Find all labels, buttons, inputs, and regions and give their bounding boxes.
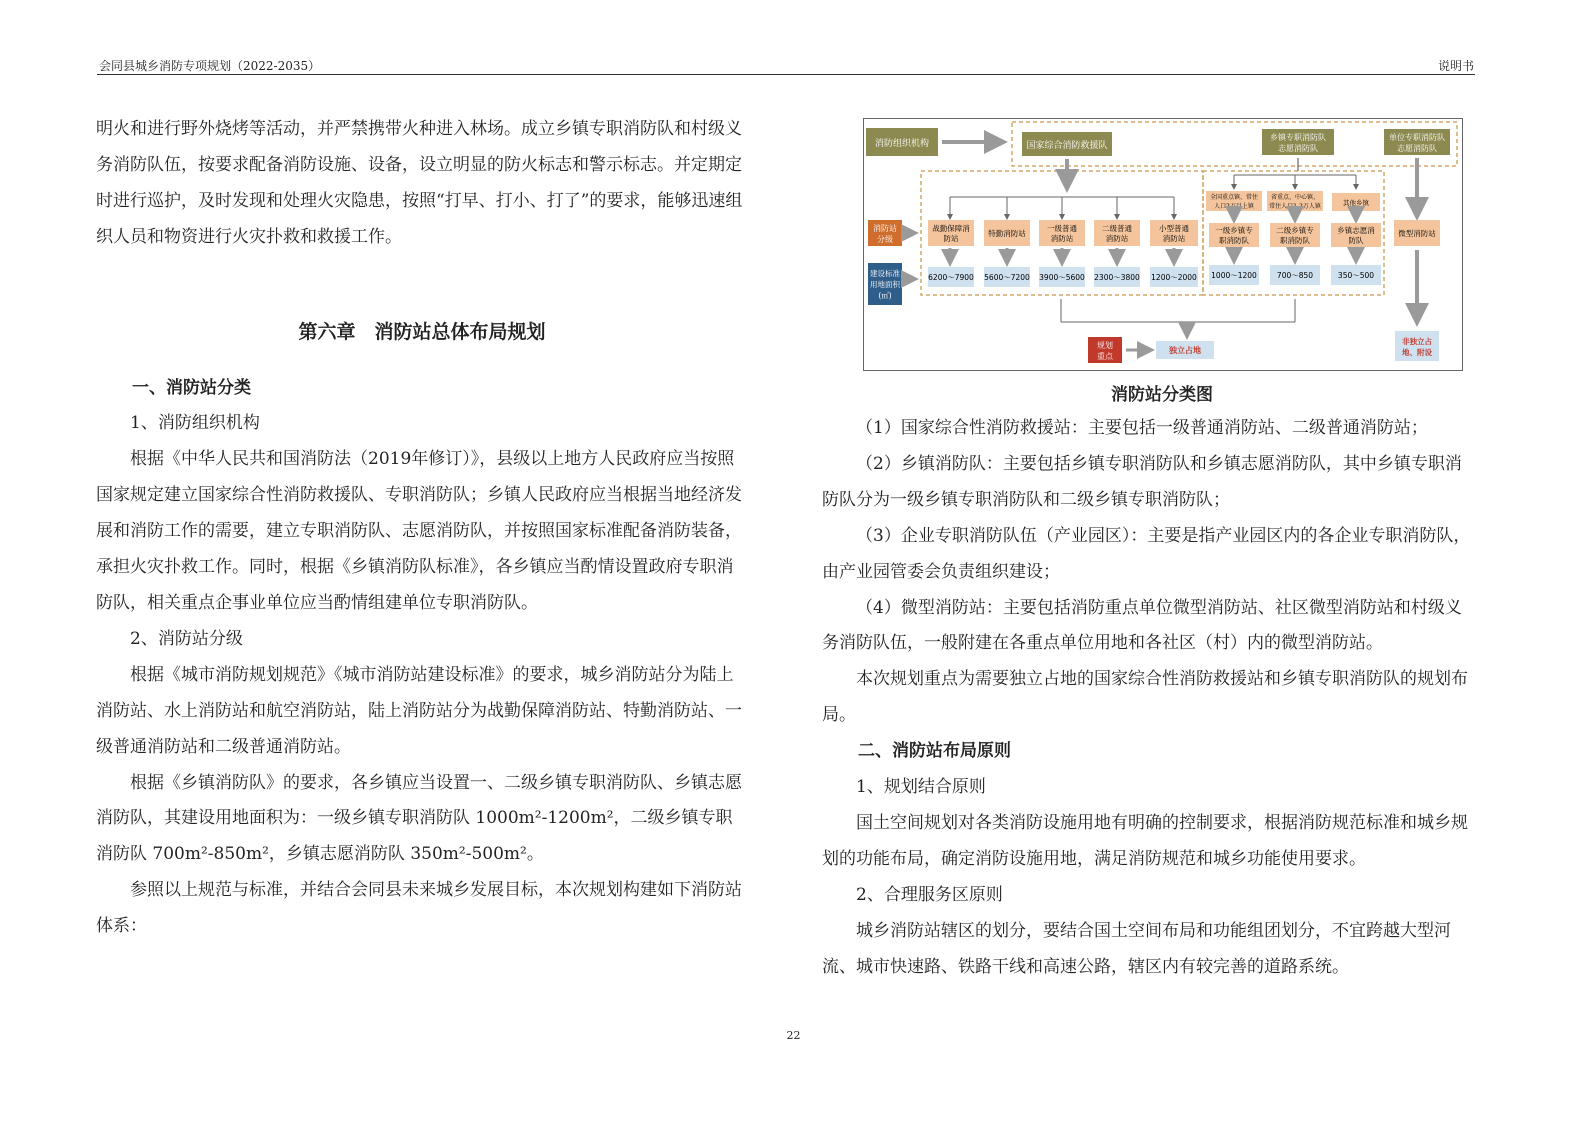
station-label: 小型普通 xyxy=(1159,224,1189,233)
station-2 xyxy=(984,197,1030,287)
grade-label-1: 消防站 xyxy=(873,224,897,233)
area-value: 3900～5600 xyxy=(1039,273,1085,282)
unit-label-1: 单位专职消防队 xyxy=(1389,133,1445,142)
area-label-2: 用地面积 xyxy=(870,280,900,289)
classification-figure xyxy=(863,118,1463,371)
town-team-label: 一级乡镇专 xyxy=(1215,226,1253,235)
subsection-heading: 1、消防组织机构 xyxy=(130,413,260,434)
national-label: 国家综合消防救援队 xyxy=(1026,141,1108,151)
station-label: 战勤保障消 xyxy=(932,224,970,233)
left-column xyxy=(96,112,748,945)
figure-caption: 消防站分类图 xyxy=(1111,385,1213,405)
area-value: 2300～3800 xyxy=(1094,273,1140,282)
area-label-1: 建设标准 xyxy=(870,269,900,278)
subsection-heading: 2、合理服务区原则 xyxy=(856,884,1003,905)
town-type-label: 其他乡镇 xyxy=(1343,199,1369,207)
independent-label: 独立占地 xyxy=(1169,346,1201,355)
paragraph: 根据《城市消防规划规范》《城市消防站建设标准》的要求，城乡消防站分为陆上消防站、水上消防站和航空消防站，陆上消防站分为战勤保障消防站、特勤消防站、一级普通消防站和二级普通消防站。 xyxy=(96,664,742,757)
grade-label-2: 分级 xyxy=(877,235,893,244)
town-team-label: 职消防队 xyxy=(1219,236,1249,245)
non-independent-label-2: 地、附设 xyxy=(1402,348,1432,357)
town-team-label: 二级乡镇专 xyxy=(1276,226,1314,235)
page-number: 22 xyxy=(786,1029,801,1042)
paragraph: （4）微型消防站：主要包括消防重点单位微型消防站、社区微型消防站和村级义务消防队伍，一般附建在各重点单位用地和各社区（村）内的微型消防站。 xyxy=(822,597,1462,654)
station-label: 消防站 xyxy=(1162,234,1186,243)
area-value: 1200～2000 xyxy=(1151,273,1197,282)
station-label: 特勤消防站 xyxy=(988,229,1026,238)
paragraph: 参照以上规范与标准，并结合会同县未来城乡发展目标，本次规划构建如下消防站体系： xyxy=(96,880,742,937)
subsection-heading: 1、规划结合原则 xyxy=(856,777,986,798)
town-type-label: 常住人口1-2万人镇 xyxy=(1269,203,1321,210)
paragraph: 国土空间规划对各类消防设施用地有明确的控制要求，根据消防规范标准和城乡规划的功能布局，确定消防设施用地，满足消防规范和城乡功能使用要求。 xyxy=(822,812,1468,869)
header-left: 会同县城乡消防专项规划（2022-2035） xyxy=(99,59,321,73)
paragraph: 根据《乡镇消防队》的要求，各乡镇应当设置一、二级乡镇专职消防队、乡镇志愿消防队，其建设用地面积为：一级乡镇专职消防队 1000m²-1200m²，二级乡镇专职消防队 700m²-850m²，乡镇志愿消防队 350m²-500m²。 xyxy=(96,772,742,865)
station-label: 消防站 xyxy=(1105,234,1129,243)
town-teams xyxy=(1206,175,1381,285)
town-area-value: 350～500 xyxy=(1337,271,1375,280)
station-label: 防站 xyxy=(943,234,959,243)
township-label-2: 志愿消防队 xyxy=(1278,144,1318,153)
paragraph: 城乡消防站辖区的划分，要结合国土空间布局和功能组团划分，不宜跨越大型河流、城市快速路、铁路干线和高速公路，辖区内有较完善的道路系统。 xyxy=(822,920,1451,977)
town-type-label: 全国重点镇、常住 xyxy=(1209,194,1259,201)
town-team-3 xyxy=(1331,175,1381,285)
township-label-1: 乡镇专职消防队 xyxy=(1270,133,1326,142)
station-5 xyxy=(1150,197,1198,287)
town-area-value: 700～850 xyxy=(1276,271,1314,280)
paragraph: （2）乡镇消防队：主要包括乡镇专职消防队和乡镇志愿消防队，其中乡镇专职消防队分为一级乡镇专职消防队和二级乡镇专职消防队； xyxy=(822,453,1462,510)
town-team-label: 乡镇志愿消 xyxy=(1337,226,1375,235)
paragraph: 本次规划重点为需要独立占地的国家综合性消防救援站和乡镇专职消防队的规划布局。 xyxy=(822,669,1468,726)
paragraph: （1）国家综合性消防救援站：主要包括一级普通消防站、二级普通消防站； xyxy=(856,418,1428,438)
town-team-label: 职消防队 xyxy=(1280,236,1310,245)
org-label: 消防组织机构 xyxy=(874,139,930,149)
non-independent-label-1: 非独立占 xyxy=(1402,337,1432,346)
station-label: 二级普通 xyxy=(1102,224,1132,233)
station-4 xyxy=(1094,197,1140,287)
station-1 xyxy=(928,197,974,287)
micro-label: 微型消防站 xyxy=(1398,229,1436,238)
header-right: 说明书 xyxy=(1437,59,1474,73)
subsection-heading: 2、消防站分级 xyxy=(130,628,243,649)
section-heading: 一、消防站分类 xyxy=(132,377,251,398)
paragraph: 明火和进行野外烧烤等活动，并严禁携带火种进入林场。成立乡镇专职消防队和村级义务消防队伍，按要求配备消防设施、设备，设立明显的防火标志和警示标志。并定期定时进行巡护，及时发现和处理火灾隐患，按照“打早、打小、打了”的要求，能够迅速组织人员和物资进行火灾扑救和救援工作。 xyxy=(96,119,743,247)
key-label-1: 规划 xyxy=(1097,341,1113,350)
paragraph: （3）企业专职消防队伍（产业园区）：主要是指产业园区内的各企业专职消防队，由产业园管委会负责组织建设； xyxy=(822,525,1471,582)
unit-label-2: 志愿消防队 xyxy=(1397,144,1437,153)
area-value: 5600～7200 xyxy=(984,273,1030,282)
town-team-label: 防队 xyxy=(1348,236,1364,245)
town-team-1 xyxy=(1206,175,1262,285)
station-3 xyxy=(1039,197,1085,287)
station-label: 消防站 xyxy=(1050,234,1074,243)
section-heading: 二、消防站布局原则 xyxy=(858,741,1011,762)
town-type-label: 人口2万以上镇 xyxy=(1214,203,1254,210)
town-area-value: 1000～1200 xyxy=(1211,271,1257,280)
town-team-2 xyxy=(1267,175,1323,285)
area-label-3: (㎡) xyxy=(878,291,892,300)
right-column xyxy=(822,411,1474,986)
chapter-title: 第六章 消防站总体布局规划 xyxy=(298,320,546,343)
area-value: 6200～7900 xyxy=(928,273,974,282)
paragraph: 根据《中华人民共和国消防法（2019年修订）》，县级以上地方人民政府应当按照国家规定建立国家综合性消防救援队、专职消防队；乡镇人民政府应当根据当地经济发展和消防工作的需要，建立专职消防队、志愿消防队，并按照国家标准配备消防装备，承担火灾扑救工作。同时，根据《乡镇消防队标准》，各乡镇应当酌情设置政府专职消防队，相关重点企事业单位应当酌情组建单位专职消防队。 xyxy=(96,449,742,613)
key-label-2: 重点 xyxy=(1097,352,1113,361)
town-type-label: 省重点、中心镇、 xyxy=(1270,194,1320,201)
station-label: 一级普通 xyxy=(1047,224,1077,233)
national-stations xyxy=(928,197,1198,287)
header-rule xyxy=(97,74,1475,75)
